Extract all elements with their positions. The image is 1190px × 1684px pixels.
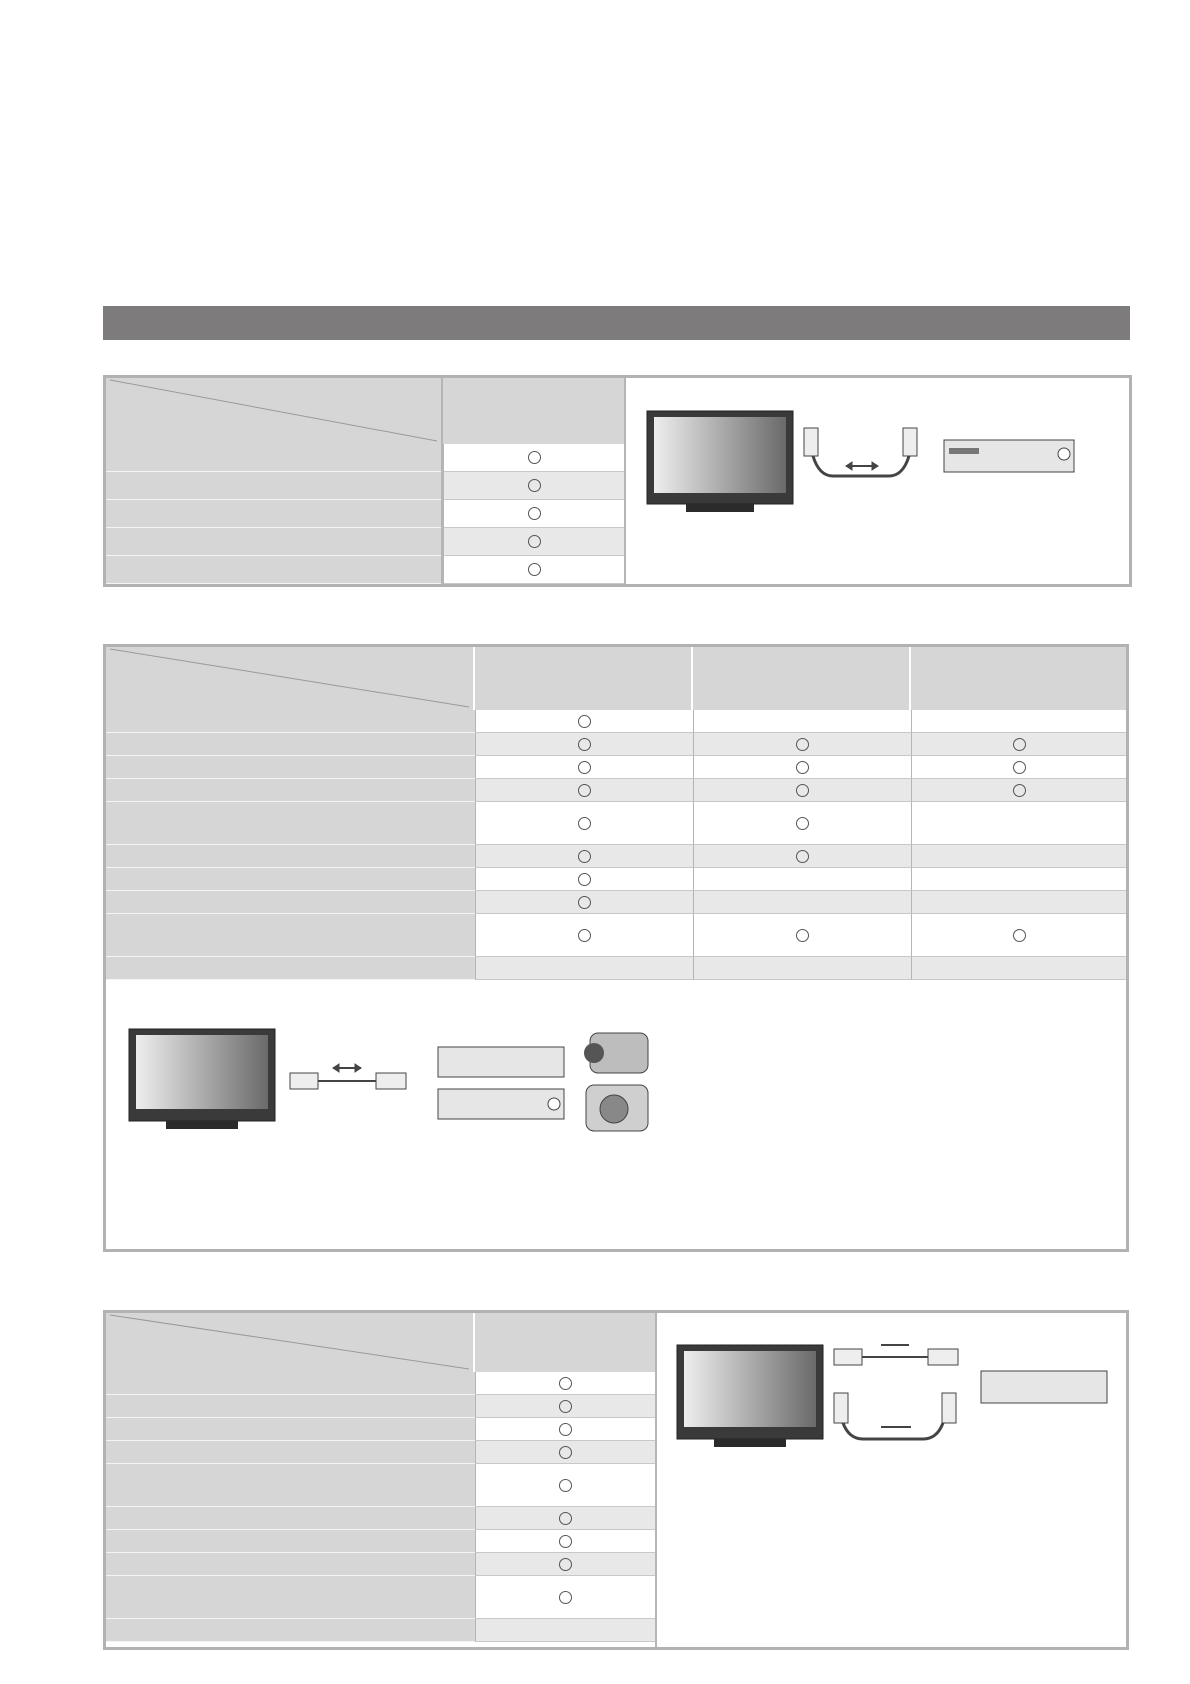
table-header [106, 378, 441, 444]
header-diagonal-line [106, 647, 473, 710]
supported-circle-mark [559, 1591, 572, 1604]
table-row [106, 472, 624, 500]
table-row [106, 528, 624, 556]
table-cell [693, 957, 911, 980]
table-cell [443, 528, 624, 556]
table-cell [693, 733, 911, 756]
supported-circle-mark [528, 479, 541, 492]
table-cell [475, 957, 693, 980]
supported-circle-mark [559, 1535, 572, 1548]
row-label [106, 1464, 475, 1507]
supported-circle-mark [528, 535, 541, 548]
table-row [106, 1576, 655, 1619]
table-cell [911, 914, 1126, 957]
row-label [106, 1395, 475, 1418]
table-cell [443, 500, 624, 528]
table-cell [475, 802, 693, 845]
row-label [106, 1530, 475, 1553]
table-cell [693, 914, 911, 957]
table-cell [443, 472, 624, 500]
supported-circle-mark [528, 507, 541, 520]
table-cell [693, 868, 911, 891]
supported-circle-mark [796, 817, 809, 830]
row-label [106, 710, 475, 733]
table-header [106, 1313, 473, 1372]
table-body [106, 444, 624, 584]
table-cell [475, 710, 693, 733]
table-cell [693, 779, 911, 802]
table-cell [475, 733, 693, 756]
table-cell [475, 1553, 655, 1576]
row-label [106, 1576, 475, 1619]
table-hdmi-scart-compatibility [103, 1310, 1129, 1650]
supported-circle-mark [559, 1377, 572, 1390]
supported-circle-mark [796, 738, 809, 751]
row-label [106, 891, 475, 914]
supported-circle-mark [559, 1479, 572, 1492]
table-row [106, 733, 1126, 756]
row-label [106, 868, 475, 891]
table-hdmi-compatibility [103, 644, 1129, 1252]
row-label [106, 1507, 475, 1530]
table-cell [911, 710, 1126, 733]
dvd-recorder-icon [438, 1047, 564, 1119]
row-label [106, 756, 475, 779]
table-cell [475, 1576, 655, 1619]
table-body [106, 710, 1126, 988]
row-label [106, 556, 443, 584]
table-row [106, 957, 1126, 980]
supported-circle-mark [578, 817, 591, 830]
header-diagonal-line [106, 378, 441, 444]
camcorder-icon [584, 1033, 648, 1073]
table-row [106, 1464, 655, 1507]
table-cell [443, 556, 624, 584]
table-cell [475, 1418, 655, 1441]
dvd-recorder-icon [981, 1371, 1107, 1403]
table-row [106, 1395, 655, 1418]
row-label [106, 500, 443, 528]
row-label [106, 1619, 475, 1642]
table-cell [693, 756, 911, 779]
table-cell [475, 1530, 655, 1553]
supported-circle-mark [578, 896, 591, 909]
column-header-3 [911, 647, 1126, 710]
row-label [106, 528, 443, 556]
supported-circle-mark [578, 761, 591, 774]
connection-illustration [646, 408, 1086, 518]
table-cell [475, 1395, 655, 1418]
row-label [106, 1418, 475, 1441]
table-row [106, 710, 1126, 733]
hdmi-cable-icon [290, 1064, 406, 1089]
table-row [106, 1619, 655, 1642]
table-cell [911, 802, 1126, 845]
supported-circle-mark [559, 1558, 572, 1571]
table-row [106, 1441, 655, 1464]
supported-circle-mark [578, 873, 591, 886]
header-diagonal-line [106, 1313, 473, 1372]
supported-circle-mark [559, 1423, 572, 1436]
table-cell [911, 891, 1126, 914]
table-cell [693, 891, 911, 914]
column-header [475, 1313, 655, 1372]
table-row [106, 1418, 655, 1441]
supported-circle-mark [559, 1512, 572, 1525]
row-label [106, 914, 475, 957]
table-row [106, 756, 1126, 779]
supported-circle-mark [578, 929, 591, 942]
row-label [106, 779, 475, 802]
supported-circle-mark [528, 451, 541, 464]
supported-circle-mark [578, 738, 591, 751]
supported-circle-mark [1013, 738, 1026, 751]
supported-circle-mark [1013, 761, 1026, 774]
table-cell [475, 891, 693, 914]
table-row [106, 845, 1126, 868]
connection-illustration [676, 1341, 1116, 1461]
tv-icon [677, 1345, 823, 1447]
table-cell [475, 1372, 655, 1395]
table-cell [475, 868, 693, 891]
table-row [106, 500, 624, 528]
tv-icon [647, 411, 793, 512]
supported-circle-mark [578, 850, 591, 863]
connection-illustration [128, 1025, 668, 1155]
table-cell [911, 868, 1126, 891]
tv-icon [129, 1029, 275, 1129]
table-row [106, 914, 1126, 957]
table-cell [443, 444, 624, 472]
row-label [106, 1553, 475, 1576]
table-cell [693, 802, 911, 845]
table-cell [475, 1619, 655, 1642]
row-label [106, 472, 443, 500]
table-cell [475, 1507, 655, 1530]
table-row [106, 444, 624, 472]
table-cell [911, 779, 1126, 802]
section-header-band [103, 306, 1130, 340]
digital-camera-icon [586, 1085, 648, 1131]
scart-cable-icon [834, 1393, 956, 1439]
table-row [106, 556, 624, 584]
supported-circle-mark [578, 784, 591, 797]
dvd-recorder-icon [944, 440, 1074, 472]
table-cell [475, 756, 693, 779]
table-row [106, 779, 1126, 802]
table-cell [693, 845, 911, 868]
table-body [106, 1372, 655, 1647]
row-label [106, 733, 475, 756]
column-header-2 [693, 647, 909, 710]
table-scart-compatibility [103, 375, 1132, 587]
table-row [106, 1530, 655, 1553]
row-label [106, 1441, 475, 1464]
table-cell [911, 733, 1126, 756]
table-row [106, 1372, 655, 1395]
table-row [106, 891, 1126, 914]
supported-circle-mark [1013, 929, 1026, 942]
supported-circle-mark [1013, 784, 1026, 797]
table-cell [911, 845, 1126, 868]
table-row [106, 1553, 655, 1576]
column-header-1 [475, 647, 691, 710]
supported-circle-mark [796, 850, 809, 863]
table-header [106, 647, 473, 710]
supported-circle-mark [528, 563, 541, 576]
row-label [106, 957, 475, 980]
table-cell [475, 914, 693, 957]
scart-cable-icon [804, 428, 917, 476]
table-cell [911, 756, 1126, 779]
supported-circle-mark [559, 1446, 572, 1459]
row-label [106, 845, 475, 868]
table-cell [475, 1441, 655, 1464]
table-cell [693, 710, 911, 733]
row-label [106, 1372, 475, 1395]
supported-circle-mark [559, 1400, 572, 1413]
supported-circle-mark [796, 784, 809, 797]
supported-circle-mark [796, 929, 809, 942]
row-label [106, 444, 443, 472]
row-label [106, 802, 475, 845]
supported-circle-mark [796, 761, 809, 774]
hdmi-cable-icon [834, 1345, 958, 1365]
column-header [443, 378, 624, 444]
table-row [106, 1507, 655, 1530]
table-row [106, 802, 1126, 845]
table-cell [911, 957, 1126, 980]
supported-circle-mark [578, 715, 591, 728]
table-cell [475, 1464, 655, 1507]
table-cell [475, 779, 693, 802]
table-cell [475, 845, 693, 868]
table-row [106, 868, 1126, 891]
